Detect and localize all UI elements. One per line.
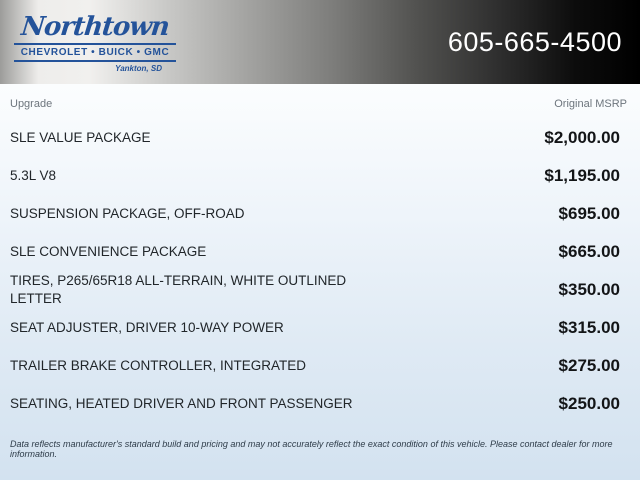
list-item xyxy=(0,233,640,271)
list-column-headers xyxy=(0,84,640,110)
list-item xyxy=(0,309,640,347)
list-item xyxy=(0,157,640,195)
upgrade-label: SUSPENSION PACKAGE, OFF-ROAD xyxy=(10,206,245,222)
list-item xyxy=(0,385,640,423)
upgrade-price: $665.00 xyxy=(558,242,620,261)
list-item xyxy=(0,195,640,233)
disclaimer-text: Data reflects manufacturer's standard build and pricing and may not accurately reflect the exact condition of this vehicle. Please contact dealer for more information. xyxy=(10,439,613,459)
column-header-upgrade: Upgrade xyxy=(10,98,53,110)
upgrade-label: SEATING, HEATED DRIVER AND FRONT PASSENGER xyxy=(10,396,353,412)
dealer-logo-brands: CHEVROLET • BUICK • GMC xyxy=(20,47,170,59)
dealer-logo xyxy=(14,11,176,73)
upgrade-price: $2,000.00 xyxy=(544,128,620,147)
dealer-logo-city: Yankton, SD xyxy=(115,64,162,74)
upgrade-label: TRAILER BRAKE CONTROLLER, INTEGRATED xyxy=(10,358,307,374)
logo-divider-bottom xyxy=(14,60,176,62)
dealer-logo-name: Northtown xyxy=(19,11,171,42)
logo-divider-top xyxy=(14,43,176,45)
list-item xyxy=(0,347,640,385)
upgrade-label: 5.3L V8 xyxy=(10,168,57,184)
upgrade-label: SLE CONVENIENCE PACKAGE xyxy=(10,244,207,260)
list-item xyxy=(0,119,640,157)
upgrade-label: SEAT ADJUSTER, DRIVER 10-WAY POWER xyxy=(10,320,284,336)
column-header-original-msrp: Original MSRP xyxy=(554,98,627,110)
dealer-phone-number: 605-665-4500 xyxy=(447,26,622,57)
upgrade-price: $1,195.00 xyxy=(544,166,620,185)
upgrade-price: $275.00 xyxy=(558,356,620,375)
upgrade-price: $315.00 xyxy=(558,318,620,337)
upgrade-price: $695.00 xyxy=(558,204,620,223)
upgrade-price: $350.00 xyxy=(558,280,620,299)
list-item xyxy=(0,271,640,309)
dealer-header xyxy=(0,0,640,84)
upgrade-label: SLE VALUE PACKAGE xyxy=(10,130,151,146)
upgrade-label: TIRES, P265/65R18 ALL-TERRAIN, WHITE OUTLINED LETTER xyxy=(10,273,347,306)
upgrade-price: $250.00 xyxy=(558,394,620,413)
upgrade-list xyxy=(0,110,640,423)
